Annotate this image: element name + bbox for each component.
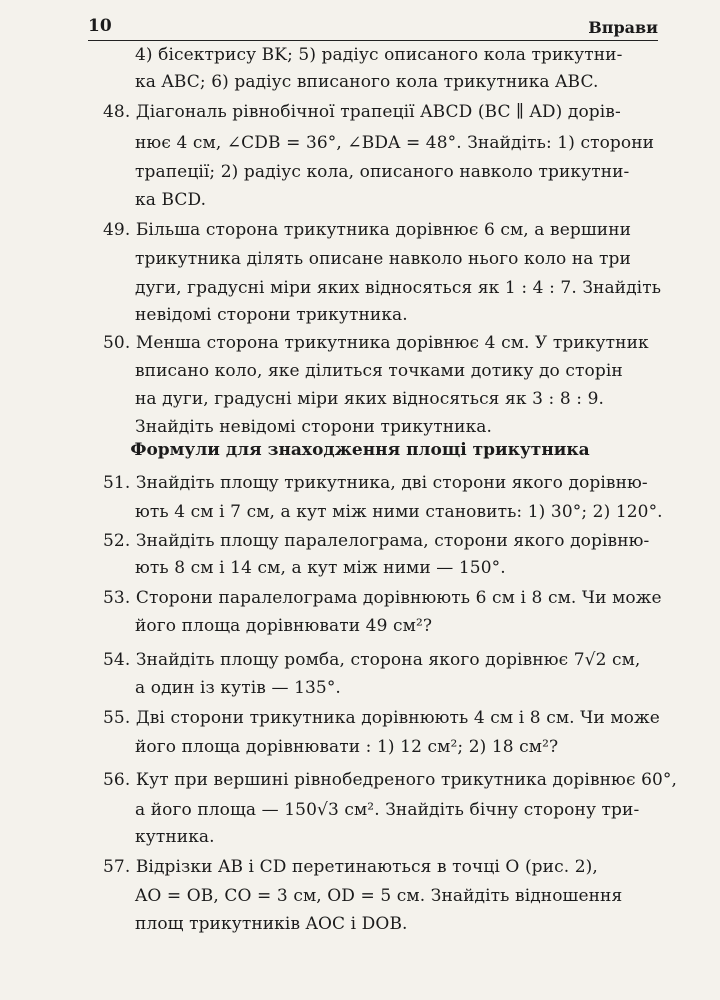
text-line: трикутника ділять описане навколо нього коло на три [135,249,631,269]
exercise-49: 49. Більша сторона трикутника дорівнює 6 см, а вершини [103,220,632,240]
page-number: 10 [88,16,112,36]
text-line: ка BCD. [135,190,207,210]
exercise-53: 53. Сторони паралелограма дорівнюють 6 см і 8 см. Чи може [103,588,662,608]
text-line: нює 4 см, ∠CDB = 36°, ∠BDA = 48°. Знайдіть: 1) сторони [135,133,655,153]
text-line: а один із кутів — 135°. [135,678,341,698]
exercise-51: 51. Знайдіть площу трикутника, дві сторони якого дорівню- [103,473,648,493]
text-line: трапеції; 2) радіус кола, описаного навколо трикутни- [135,162,630,182]
text-line: AO = OB, CO = 3 см, OD = 5 см. Знайдіть відношення [135,886,623,906]
text-line: дуги, градусні міри яких відносяться як 1 : 4 : 7. Знайдіть [135,278,662,298]
text-line: невідомі сторони трикутника. [135,305,408,325]
exercise-57: 57. Відрізки AB і CD перетинаються в точці O (рис. 2), [103,857,598,877]
text-line: Знайдіть невідомі сторони трикутника. [135,417,493,437]
text-line: на дуги, градусні міри яких відносяться як 3 : 8 : 9. [135,389,604,409]
text-line: 4) бісектрису BK; 5) радіус описаного кола трикутни- [135,45,623,65]
text-line: його площа дорівнювати 49 см²? [135,616,433,636]
exercise-54: 54. Знайдіть площу ромба, сторона якого дорівнює 7√2 см, [103,650,641,670]
text-line: вписано коло, яке ділиться точками дотику до сторін [135,361,623,381]
exercise-55: 55. Дві сторони трикутника дорівнюють 4 см і 8 см. Чи може [103,708,660,728]
text-line: його площа дорівнювати : 1) 12 см²; 2) 18 см²? [135,737,559,757]
text-line: площ трикутників AOC і DOB. [135,914,408,934]
exercise-52: 52. Знайдіть площу паралелограма, сторони якого дорівню- [103,531,650,551]
exercise-56: 56. Кут при вершині рівнобедреного трикутника дорівнює 60°, [103,770,678,790]
section-heading: Формули для знаходження площі трикутника [130,440,590,460]
exercise-48: 48. Діагональ рівнобічної трапеції ABCD (BC ∥ AD) дорів- [103,102,621,122]
text-line: а його площа — 150√3 см². Знайдіть бічну сторону три- [135,800,640,820]
text-line: ють 8 см і 14 см, а кут між ними — 150°. [135,558,506,578]
running-title: Вправи [588,18,658,37]
page-header [88,14,658,41]
text-line: ка ABC; 6) радіус вписаного кола трикутника ABC. [135,72,599,92]
exercise-50: 50. Менша сторона трикутника дорівнює 4 см. У трикутник [103,333,649,353]
text-line: ють 4 см і 7 см, а кут між ними становить: 1) 30°; 2) 120°. [135,502,663,522]
text-line: кутника. [135,827,215,847]
